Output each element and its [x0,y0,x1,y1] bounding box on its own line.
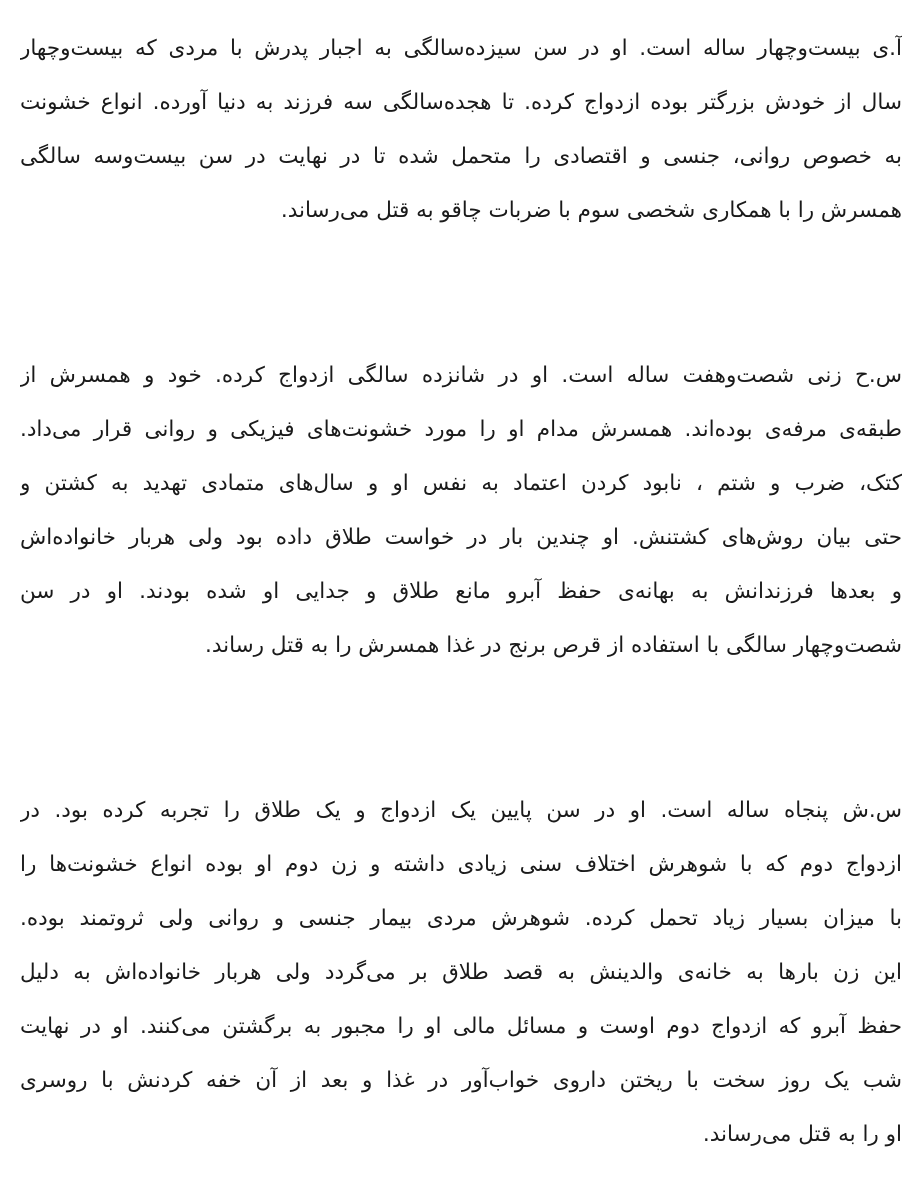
paragraph-1 [20,22,902,238]
paragraph-line: او را به قتل می‌رساند. [702,1122,902,1147]
paragraph-line: حتی بیان روش‌های کشتنش. او چندین بار در خواست طلاق داده بود ولی هربار خانواده‌اش [20,525,902,550]
paragraph-line: طبقه‌ی مرفه‌ی بوده‌اند. همسرش مدام او را مورد خشونت‌های فیزیکی و روانی قرار می‌داد. [20,417,902,442]
paragraph-line: به خصوص روانی، جنسی و اقتصادی را متحمل شده تا در نهایت در سن بیست‌وسه سالگی [20,144,902,169]
paragraph-line: شصت‌وچهار سالگی با استفاده از قرص برنج در غذا همسرش را به قتل رساند. [205,633,902,658]
paragraph-line: س.ش پنجاه ساله است. او در سن پایین یک ازدواج و یک طلاق را تجربه کرده بود. در [20,798,902,823]
paragraph-line: شب یک روز سخت با ریختن داروی خواب‌آور در غذا و بعد از آن خفه کردنش با روسری [20,1068,902,1093]
paragraph-line: و بعدها فرزندانش به بهانه‌ی حفظ آبرو مانع طلاق و جدایی او شده بودند. او در سن [20,579,902,604]
paragraph-2 [20,349,902,673]
paragraph-line: با میزان بسیار زیاد تحمل کرده. شوهرش مردی بیمار جنسی و روانی ولی ثروتمند بوده. [20,906,902,931]
paragraph-line: ازدواج دوم که با شوهرش اختلاف سنی زیادی داشته و زن دوم او بوده انواع خشونت‌ها را [20,852,902,877]
paragraph-line: کتک، ضرب و شتم ، نابود کردن اعتماد به نفس او و سال‌های متمادی تهدید به کشتن و [20,471,902,496]
paragraph-line: س.ح زنی شصت‌وهفت ساله است. او در شانزده سالگی ازدواج کرده. خود و همسرش از [20,363,902,388]
paragraph-line: سال از خودش بزرگتر بوده ازدواج کرده. تا هجده‌سالگی سه فرزند به دنیا آورده. انواع خشونت [20,90,902,115]
paragraph-line: همسرش را با همکاری شخصی سوم با ضربات چاقو به قتل می‌رساند. [280,198,902,223]
paragraph-line: حفظ آبرو که ازدواج دوم اوست و مسائل مالی او را مجبور به برگشتن می‌کنند. او در نهایت [20,1014,902,1039]
paragraph-line: این زن بارها به خانه‌ی والدینش به قصد طلاق بر می‌گردد ولی هربار خانواده‌اش به دلیل [20,960,902,985]
paragraph-3 [20,784,902,1162]
paragraph-line: آ.ی بیست‌وچهار ساله است. او در سن سیزده‌سالگی به اجبار پدرش با مردی که بیست‌وچهار [20,36,902,61]
